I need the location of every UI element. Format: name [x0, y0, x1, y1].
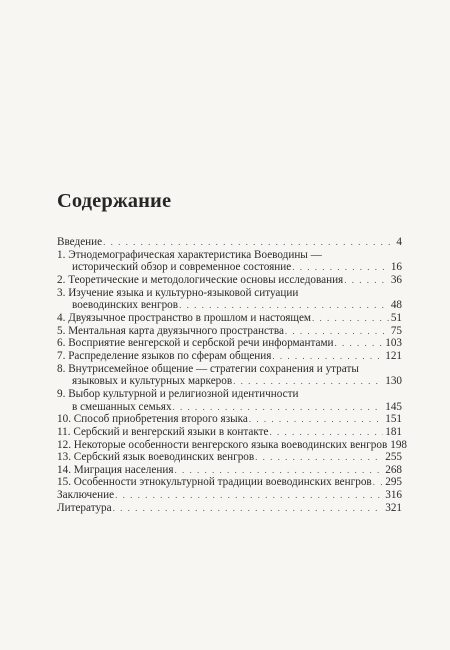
toc-entry	[57, 489, 402, 502]
toc-page-number: 103	[385, 337, 402, 350]
page-title: Содержание	[57, 190, 172, 212]
toc-entry-line	[57, 426, 402, 439]
toc-entry	[57, 476, 402, 489]
dot-leader	[179, 299, 389, 312]
toc-entry-line	[57, 476, 402, 489]
toc-entry	[57, 451, 402, 464]
dot-leader	[344, 274, 389, 287]
table-of-contents	[57, 236, 408, 514]
toc-entry	[57, 464, 402, 477]
toc-entry-title: языковых и культурных маркеров	[72, 375, 233, 388]
toc-entry-line	[57, 438, 408, 452]
dot-leader	[285, 325, 389, 338]
toc-entry	[57, 350, 402, 363]
toc-page-number: 181	[385, 425, 402, 438]
toc-entry	[57, 325, 402, 338]
toc-entry-title: 13. Сербский язык воеводинских венгров	[57, 451, 255, 464]
toc-entry-title: воеводинских венгров	[72, 299, 179, 312]
toc-entry	[57, 337, 402, 350]
toc-entry-line	[57, 261, 402, 274]
toc-entry-line	[57, 350, 402, 363]
toc-entry	[57, 312, 402, 325]
dot-leader	[335, 337, 384, 350]
toc-entry-line	[57, 325, 402, 338]
toc-entry-line	[57, 337, 402, 350]
toc-page-number: 51	[390, 311, 402, 324]
dot-leader	[173, 401, 384, 414]
toc-entry	[57, 274, 402, 287]
dot-leader	[103, 236, 394, 249]
dot-leader	[233, 375, 383, 388]
toc-entry	[57, 287, 402, 312]
dot-leader	[113, 502, 384, 515]
toc-entry-line	[57, 299, 402, 312]
toc-entry-line	[57, 451, 402, 464]
dot-leader	[115, 489, 383, 502]
dot-leader	[255, 451, 383, 464]
toc-page-number: 295	[385, 476, 402, 489]
toc-page-number: 145	[385, 400, 402, 413]
toc-entry-line	[57, 287, 402, 300]
toc-entry-line	[57, 502, 402, 515]
toc-page-number: 16	[390, 261, 402, 274]
toc-entry-title: 3. Изучение языка и культурно-языковой ситуации	[57, 286, 299, 299]
toc-page-number: 4	[396, 236, 402, 248]
toc-entry	[57, 236, 402, 249]
dot-leader	[174, 464, 383, 477]
toc-entry-title: Введение	[57, 236, 103, 248]
toc-entry-line	[57, 464, 402, 477]
toc-entry-title: 5. Ментальная карта двуязычного пространства	[57, 324, 284, 337]
toc-entry-line	[57, 388, 402, 401]
toc-entry-line	[57, 401, 402, 414]
toc-entry-title: 8. Внутрисемейное общение — стратегии сохранения и утраты	[57, 362, 359, 375]
toc-entry-title: 9. Выбор культурной и религиозной идентичности	[57, 387, 299, 400]
toc-page-number: 48	[390, 299, 402, 312]
toc-entry-line	[57, 413, 402, 426]
toc-entry-title: 11. Сербский и венгерский языки в контакте	[57, 425, 269, 438]
toc-page-number: 255	[385, 451, 402, 464]
toc-entry-title: 14. Миграция населения	[57, 463, 174, 476]
toc-entry	[57, 249, 402, 274]
toc-entry-line	[57, 312, 402, 325]
dot-leader	[292, 261, 389, 274]
toc-entry-line	[57, 236, 402, 249]
toc-entry	[57, 502, 402, 515]
toc-entry-title: 15. Особенности этнокультурной традиции воеводинских венгров	[57, 476, 372, 489]
toc-entry	[57, 388, 402, 413]
dot-leader	[269, 426, 383, 439]
toc-entry-line	[57, 375, 402, 388]
toc-page-number: 75	[390, 324, 402, 337]
dot-leader	[312, 312, 389, 325]
toc-entry	[57, 413, 402, 426]
toc-entry	[57, 438, 408, 452]
toc-entry-title: 1. Этнодемографическая характеристика Воеводины —	[57, 248, 322, 261]
dot-leader	[249, 413, 383, 426]
toc-page-number: 36	[390, 273, 402, 286]
dot-leader	[272, 350, 383, 363]
toc-entry-title: 4. Двуязычное пространство в прошлом и настоящем	[57, 311, 312, 324]
toc-page-number: 121	[385, 349, 402, 362]
toc-entry-title: 12. Некоторые особенности венгерского языка воеводинских венгров	[57, 438, 388, 451]
toc-page-number: 151	[385, 413, 402, 426]
toc-entry-title: Заключение	[57, 489, 115, 502]
toc-entry-title: в смешанных семьях	[72, 400, 172, 413]
toc-page-number: 268	[385, 463, 402, 476]
toc-entry-line	[57, 363, 402, 376]
toc-entry	[57, 363, 402, 388]
toc-entry-line	[57, 274, 402, 287]
toc-page-number: 316	[385, 489, 402, 502]
toc-entry-title: 2. Теоретические и методологические основы исследования	[57, 273, 344, 286]
toc-entry-line	[57, 249, 402, 262]
toc-entry-title: Литература	[57, 501, 112, 514]
toc-entry-title: исторический обзор и современное состояние	[72, 261, 292, 274]
toc-page-number: 198	[390, 438, 408, 451]
toc-entry-title: 6. Восприятие венгерской и сербской речи информантами	[57, 337, 334, 350]
toc-page-number: 321	[385, 501, 402, 514]
toc-entry-line	[57, 489, 402, 502]
toc-entry-title: 7. Распределение языков по сферам общения	[57, 349, 272, 362]
toc-entry-title: 10. Способ приобретения второго языка	[57, 413, 248, 426]
toc-entry	[57, 426, 402, 439]
dot-leader	[373, 476, 384, 489]
toc-page-number: 130	[385, 375, 402, 388]
